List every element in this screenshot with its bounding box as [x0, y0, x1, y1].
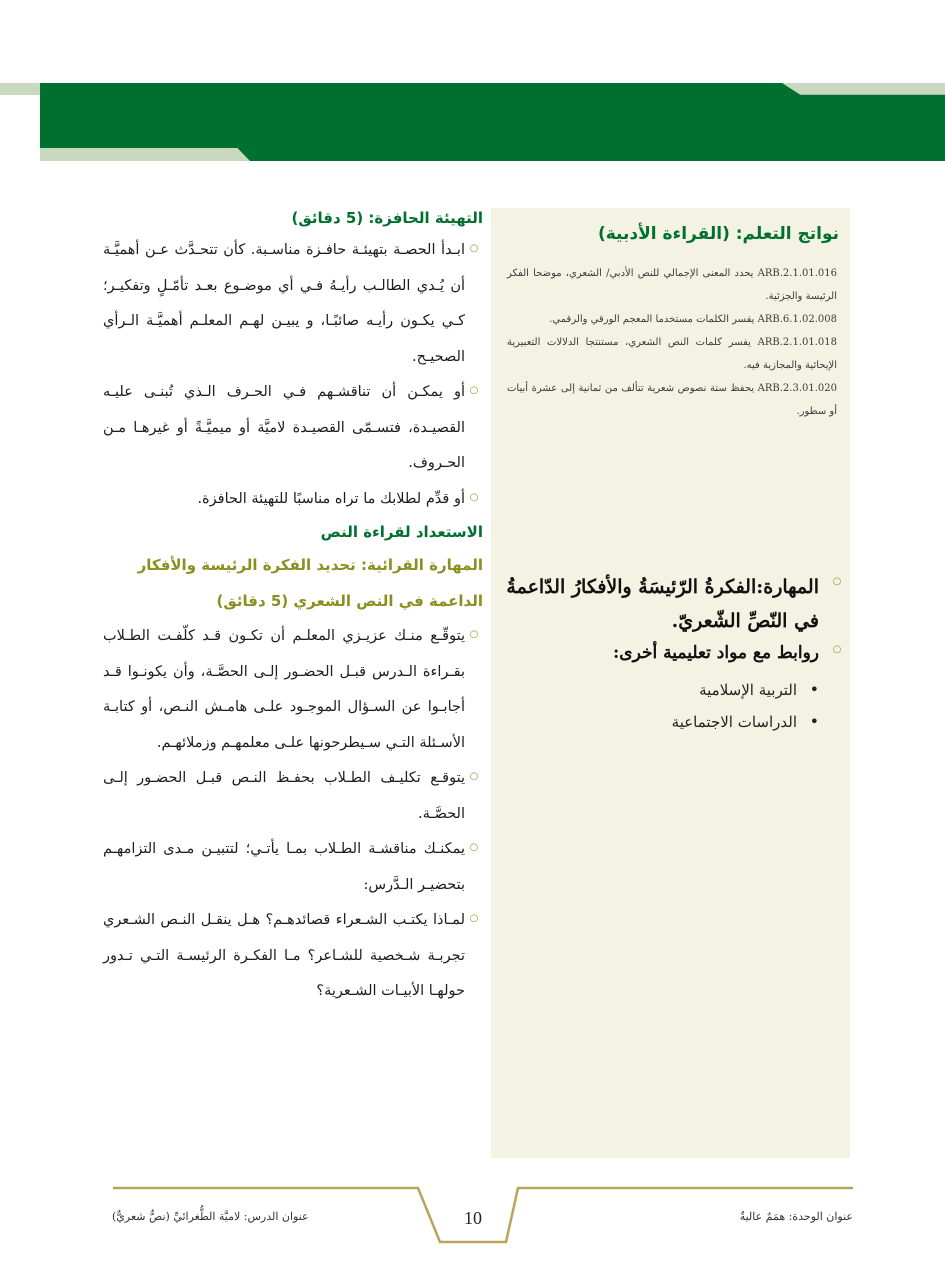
- header-tab-shape: [40, 148, 250, 161]
- prep-bullet: [103, 619, 483, 761]
- footer-unit-title: عنوان الوحدة: همَمٌ عاليةٌ: [739, 1210, 853, 1223]
- learning-outcomes-title: نواتج التعلم: (القراءة الأدبية): [597, 224, 839, 244]
- outcome-item: [507, 331, 837, 377]
- prep-bullet: [103, 761, 483, 832]
- outcome-item: [507, 262, 837, 308]
- bullet-text: لمـاذا يكتـب الشـعراء قصائدهـم؟ هـل ينقـل النـص الشـعري تجربـة شـخصية للشـاعر؟ مـا الفكـرة الرئيسـة التـي تـدور حولهـا الأبيـات الشـعرية؟: [103, 912, 465, 999]
- circle-bullet-icon: ○: [469, 385, 479, 396]
- outcome-text: يحدد المعنى الإجمالي للنص الأدبي/ الشعري، موضحا الفكر الرئيسة والجزئية.: [507, 268, 837, 302]
- prep-bullet: [103, 832, 483, 903]
- links-row: [505, 638, 845, 668]
- outcome-item: [507, 377, 837, 423]
- prep-bullet: [103, 903, 483, 1010]
- circle-bullet-icon: ○: [469, 629, 479, 640]
- warmup-bullet: [103, 375, 483, 482]
- bullet-text: أو يمكـن أن تناقشـهم فـي الحـرف الـذي تُبنـى عليـه القصيـدة، فتسـمّى القصيـدة لاميَّة أو ميميَّـةً أو غيرهـا مـن الحـروف.: [103, 384, 465, 471]
- subject-link-item: • الدراسات الاجتماعية: [505, 706, 819, 738]
- bullet-text: يتوقـع تكليـف الطـلاب بحفـظ النـص قبـل الحضـور إلـى الحصَّـة.: [103, 770, 465, 822]
- circle-bullet-icon: ○: [469, 771, 479, 782]
- learning-outcomes-list: [507, 262, 837, 423]
- outcome-item: [507, 308, 837, 331]
- circle-bullet-icon: ○: [469, 243, 479, 254]
- outcome-code: ARB.6.1.02.008: [757, 314, 837, 325]
- outcome-text: يفسر كلمات النص الشعري، مستنتجا الدلالات التعبيرية الإيحائية والمجازية فيه.: [507, 337, 837, 371]
- circle-bullet-icon: ○: [469, 491, 479, 503]
- outcome-text: يفسر الكلمات مستخدما المعجم الورقي والرقمي.: [549, 314, 755, 325]
- skill-row: [505, 570, 845, 638]
- footer-lesson-title: عنوان الدرس: لاميَّة الطُّغرائيِّ (نصٌّ شعريٌّ): [112, 1210, 309, 1223]
- outcome-code: ARB.2.3.01.020: [757, 383, 837, 394]
- outcome-code: ARB.2.1.01.016: [757, 268, 837, 279]
- outcome-text: يحفظ ستة نصوص شعرية تتألف من ثمانية إلى عشرة أبيات أو سطور.: [507, 383, 837, 417]
- subject-link-item: • التربية الإسلامية: [505, 674, 819, 706]
- main-content: [103, 203, 483, 1010]
- warmup-heading: التهيئة الحافزة: (5 دقائق): [291, 209, 483, 227]
- circle-bullet-icon: ○: [469, 913, 479, 924]
- circle-bullet-icon: ○: [469, 842, 479, 853]
- prep-heading: الاستعداد لقراءة النص: [320, 523, 483, 541]
- page-number: 10: [464, 1208, 482, 1228]
- reading-skill-heading: المهارة القرائية: تحديد الفكرة الرئيسة والأفكار الداعمة في النص الشعري (5 دقائق): [137, 556, 483, 610]
- skills-block: [505, 570, 845, 738]
- circle-bullet-icon: ○: [832, 576, 842, 587]
- outcome-code: ARB.2.1.01.018: [757, 337, 837, 348]
- subject-links-title: روابط مع مواد تعليمية أخرى:: [613, 643, 819, 663]
- subject-links-list: [505, 674, 819, 738]
- warmup-bullet: [103, 233, 483, 375]
- bullet-text: يمكنـك مناقشـة الطـلاب بمـا يأتـي؛ لتتبيـن مـدى التزامهـم بتحضيـر الـدَّرس:: [103, 841, 465, 893]
- bullet-text: ابـدأ الحصـة بتهيئـة حافـزة مناسـبة. كأن تتحـدَّث عـن أهميَّـة أن يُـدي الطالـب رأيـهُ فـي أي موضـوع بعـد تأمّـلٍ وتفكيـر؛ كـي يكـون رأيـه صائبًـا، و يبيـن لهـم المعلـم أهميَّـة الـرأي الصحيـح.: [103, 242, 465, 365]
- skill-statement: المهارة:الفكرةُ الرّئيسَةُ والأفكارُ الدّاعمةُ في النّصِّ الشّعريّ.: [506, 576, 819, 632]
- bullet-text: أو قدِّم لطلابك ما تراه مناسبًا للتهيئة الحافزة.: [197, 490, 465, 507]
- circle-bullet-icon: ○: [832, 644, 842, 655]
- bullet-text: يتوقّـع منـك عزيـزي المعلـم أن تكـون قـد كلّفـت الطـلاب بقـراءة الـدرس قبـل الحضـور إلـى الحصَّـة، وأن يكونـوا قـد أجابـوا عن السـؤال الموجـود علـى هامـش النـص، أو كتابـة الأسـئلة التـي سـيطرحونها علـى معلمهـم وزملائهـم.: [103, 628, 465, 751]
- warmup-bullet: [103, 482, 483, 518]
